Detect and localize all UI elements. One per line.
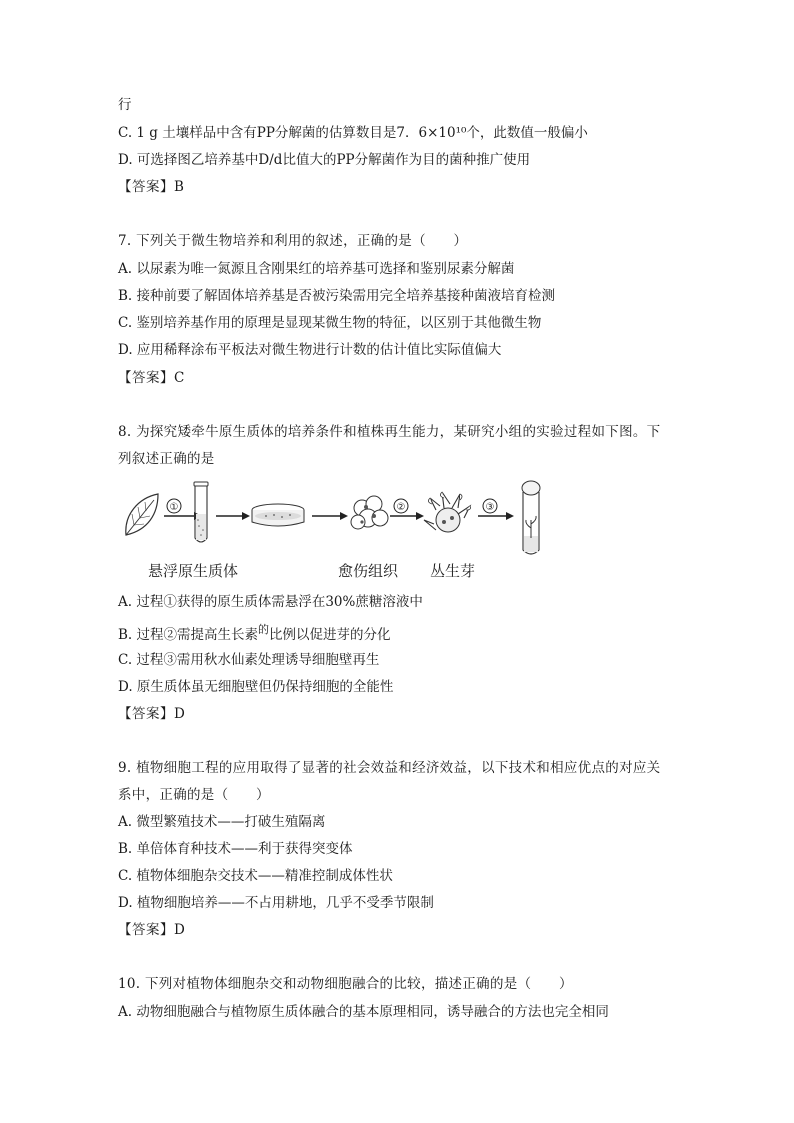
q7-stem: 7. 下列关于微生物培养和利用的叙述，正确的是（ ）: [118, 233, 468, 249]
step-2-label: ②: [396, 502, 406, 513]
q8-process-figure: [118, 480, 558, 580]
q8-option-b-suffix: 比例以促进芽的分化: [269, 627, 391, 643]
arrow-5-icon: [478, 499, 514, 520]
clustered-shoots-icon: [424, 492, 471, 532]
caption-suspended-protoplasts: 悬浮原生质体: [148, 562, 239, 580]
process-diagram: [118, 480, 558, 560]
q6-answer: 【答案】B: [118, 179, 185, 195]
q7-answer: 【答案】C: [118, 370, 185, 386]
q8-stem-line2: 列叙述正确的是: [118, 451, 215, 467]
q9-option-c: C. 植物体细胞杂交技术——精准控制成体性状: [118, 868, 393, 884]
plantlet-tube-icon: [522, 481, 540, 554]
q9-option-d: D. 植物细胞培养——不占用耕地，几乎不受季节限制: [118, 895, 434, 911]
q6-option-d: D. 可选择图乙培养基中D/d比值大的PP分解菌作为目的菌种推广使用: [118, 152, 531, 168]
q7-option-a: A. 以尿素为唯一氮源且含刚果红的培养基可选择和鉴别尿素分解菌: [118, 261, 515, 277]
q10-option-a: A. 动物细胞融合与植物原生质体融合的基本原理相同，诱导融合的方法也完全相同: [118, 1004, 609, 1020]
q6-continuation: 行: [118, 97, 132, 113]
q9-stem-line1: 9. 植物细胞工程的应用取得了显著的社会效益和经济效益，以下技术和相应优点的对应关: [118, 760, 661, 776]
leaf-icon: [126, 494, 158, 535]
arrow-2-icon: [216, 512, 250, 520]
caption-callus: 愈伤组织: [338, 562, 399, 580]
q7-option-d: D. 应用稀释涂布平板法对微生物进行计数的估计值比实际值偏大: [118, 342, 502, 358]
q7-option-c: C. 鉴别培养基作用的原理是显现某微生物的特征，以区别于其他微生物: [118, 315, 542, 331]
q8-stem-line1: 8. 为探究矮牵牛原生质体的培养条件和植株再生能力，某研究小组的实验过程如下图。下: [118, 424, 661, 440]
caption-clustered-shoots: 丛生芽: [430, 562, 476, 580]
q8-option-b-note: 的: [258, 623, 270, 636]
q8-option-a: A. 过程①获得的原生质体需悬浮在30%蔗糖溶液中: [118, 594, 423, 610]
q9-option-b: B. 单倍体育种技术——利于获得突变体: [118, 841, 353, 857]
q8-answer: 【答案】D: [118, 706, 186, 722]
q8-option-d: D. 原生质体虽无细胞壁但仍保持细胞的全能性: [118, 679, 394, 695]
q8-option-b: [118, 623, 391, 645]
arrow-4-icon: [390, 499, 424, 520]
q9-stem-line2: 系中，正确的是（ ）: [118, 787, 270, 803]
q7-option-b: B. 接种前要了解固体培养基是否被污染需用完全培养基接种菌液培育检测: [118, 288, 556, 304]
petri-dish-icon: [252, 504, 304, 526]
callus-icon: [351, 496, 388, 529]
test-tube-icon: [194, 482, 208, 542]
q6-option-c: C. 1 g 土壤样品中含有PP分解菌的估算数目是7．6×10¹⁰个，此数值一般偏小: [118, 125, 588, 141]
q10-stem: 10. 下列对植物体细胞杂交和动物细胞融合的比较，描述正确的是（ ）: [118, 976, 573, 992]
arrow-3-icon: [312, 512, 348, 520]
q8-option-c: C. 过程③需用秋水仙素处理诱导细胞壁再生: [118, 652, 380, 668]
step-1-label: ①: [169, 502, 179, 513]
q9-option-a: A. 微型繁殖技术——打破生殖隔离: [118, 814, 326, 830]
q8-option-b-prefix: B. 过程②需提高生长素: [118, 627, 259, 643]
q9-answer: 【答案】D: [118, 922, 186, 938]
step-3-label: ③: [485, 502, 495, 513]
